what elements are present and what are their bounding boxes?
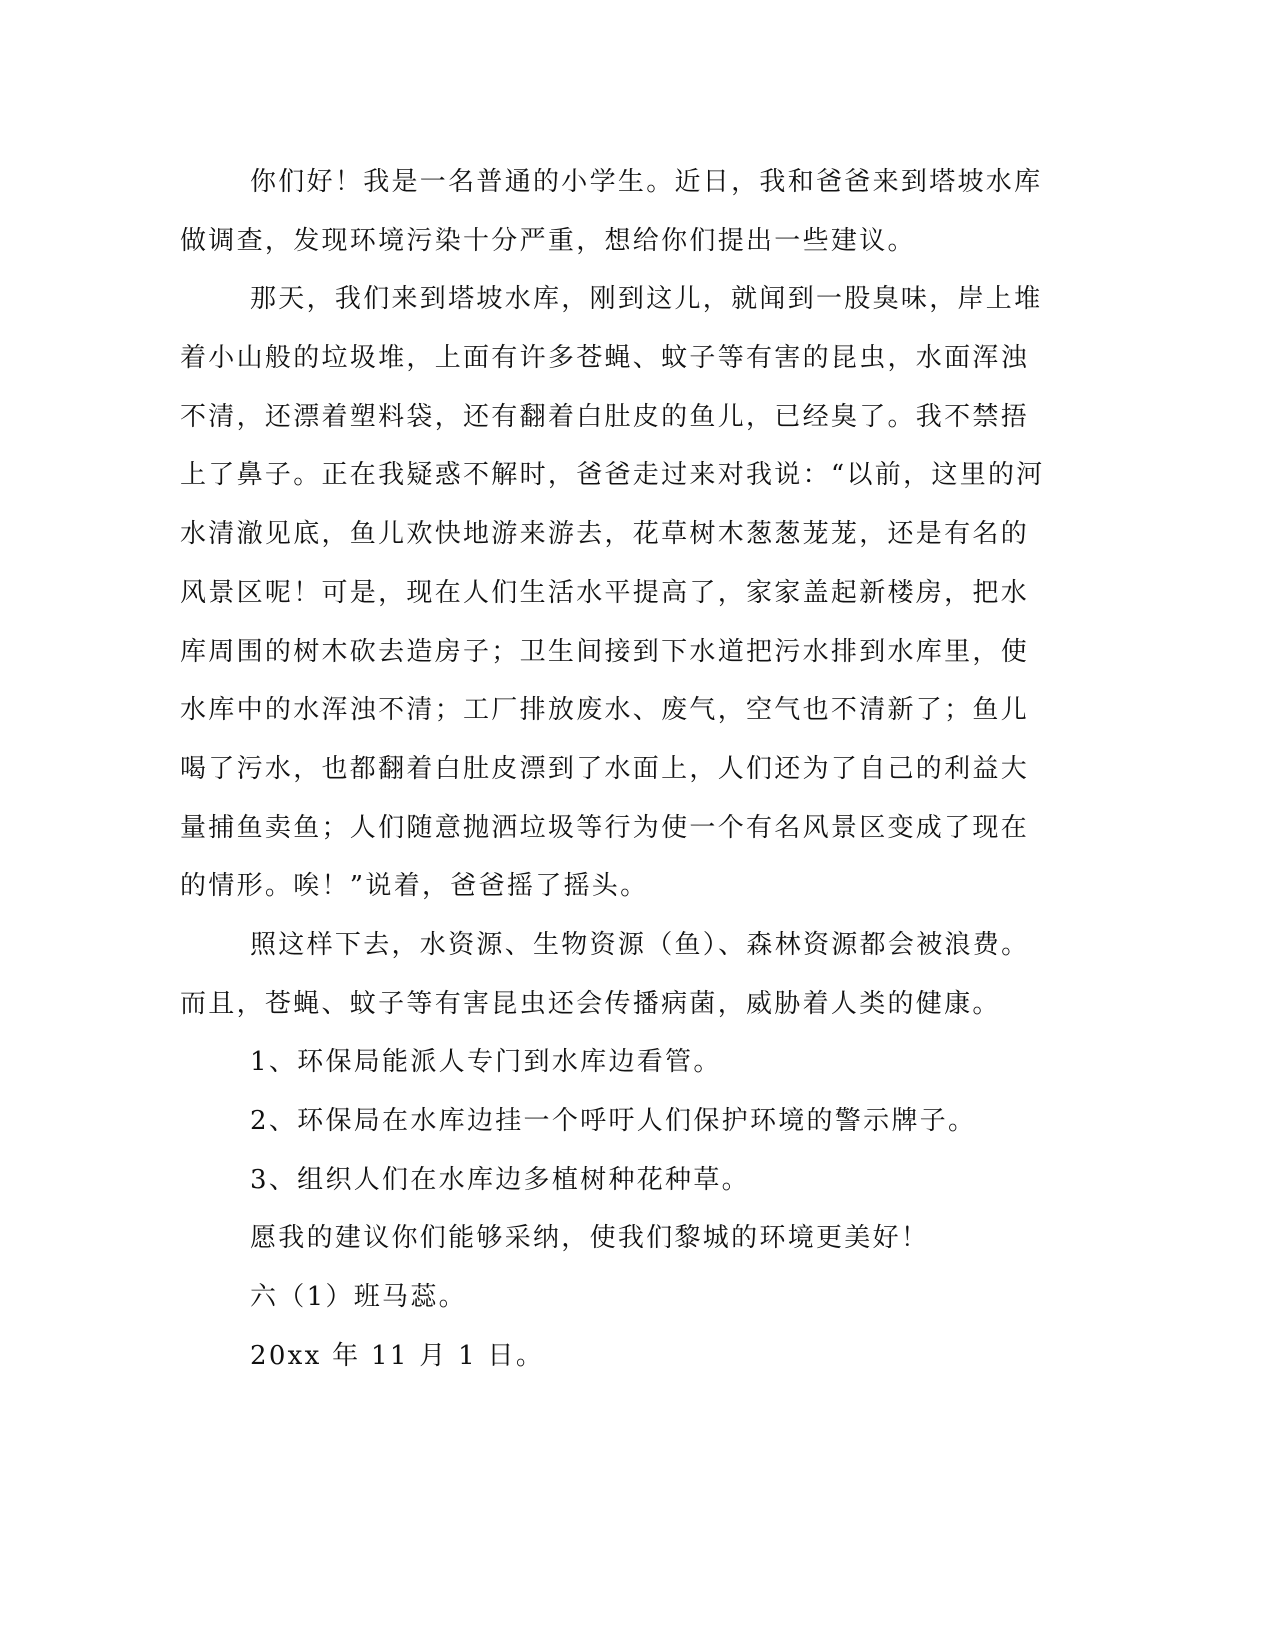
paragraph: [180, 1209, 1040, 1268]
paragraph: [180, 1033, 1040, 1092]
text-line: 的情形。唉！”说着，爸爸摇了摇头。: [180, 871, 649, 902]
paragraph: [180, 916, 1040, 1033]
text-line: 而且，苍蝇、蚊子等有害昆虫还会传播病菌，威胁着人类的健康。: [180, 988, 1001, 1019]
text-line: 3、组织人们在水库边多植树种花种草。: [250, 1164, 750, 1195]
text-line: 不清，还漂着塑料袋，还有翻着白肚皮的鱼儿，已经臭了。我不禁捂: [180, 401, 1030, 432]
text-line: 做调查，发现环境污染十分严重，想给你们提出一些建议。: [180, 225, 916, 256]
text-line: 你们好！我是一名普通的小学生。近日，我和爸爸来到塔坡水库: [250, 167, 1043, 197]
paragraph: [180, 153, 1043, 270]
text-line: 上了鼻子。正在我疑惑不解时，爸爸走过来对我说：“以前，这里的河: [180, 460, 1045, 491]
document-body: [180, 153, 1045, 1385]
text-line: 水库中的水浑浊不清；工厂排放废水、废气，空气也不清新了；鱼儿: [180, 695, 1030, 726]
paragraph: [180, 1151, 1040, 1210]
text-line: 20xx 年 11 月 1 日。: [250, 1340, 545, 1371]
paragraph: [180, 270, 1045, 916]
text-line: 2、环保局在水库边挂一个呼吁人们保护环境的警示牌子。: [250, 1106, 977, 1136]
text-line: 喝了污水，也都翻着白肚皮漂到了水面上，人们还为了自己的利益大: [180, 753, 1030, 784]
text-line: 照这样下去，水资源、生物资源（鱼）、森林资源都会被浪费。: [250, 929, 1030, 960]
text-line: 着小山般的垃圾堆，上面有许多苍蝇、蚊子等有害的昆虫，水面浑浊: [180, 343, 1030, 374]
text-line: 那天，我们来到塔坡水库，刚到这儿，就闻到一股臭味，岸上堆: [250, 284, 1043, 315]
text-line: 水清澈见底，鱼儿欢快地游来游去，花草树木葱葱茏茏，还是有名的: [180, 519, 1030, 550]
text-line: 1、环保局能派人专门到水库边看管。: [250, 1047, 722, 1078]
paragraph: [180, 1327, 1040, 1386]
paragraph: [180, 1092, 1040, 1151]
text-line: 量捕鱼卖鱼；人们随意抛洒垃圾等行为使一个有名风景区变成了现在: [180, 812, 1030, 843]
paragraph: [180, 1268, 1040, 1327]
text-line: 愿我的建议你们能够采纳，使我们黎城的环境更美好！: [250, 1223, 930, 1254]
text-line: 库周围的树木砍去造房子；卫生间接到下水道把污水排到水库里，使: [180, 636, 1030, 667]
text-line: 六（1）班马蕊。: [250, 1282, 467, 1313]
text-line: 风景区呢！可是，现在人们生活水平提高了，家家盖起新楼房，把水: [180, 577, 1030, 608]
